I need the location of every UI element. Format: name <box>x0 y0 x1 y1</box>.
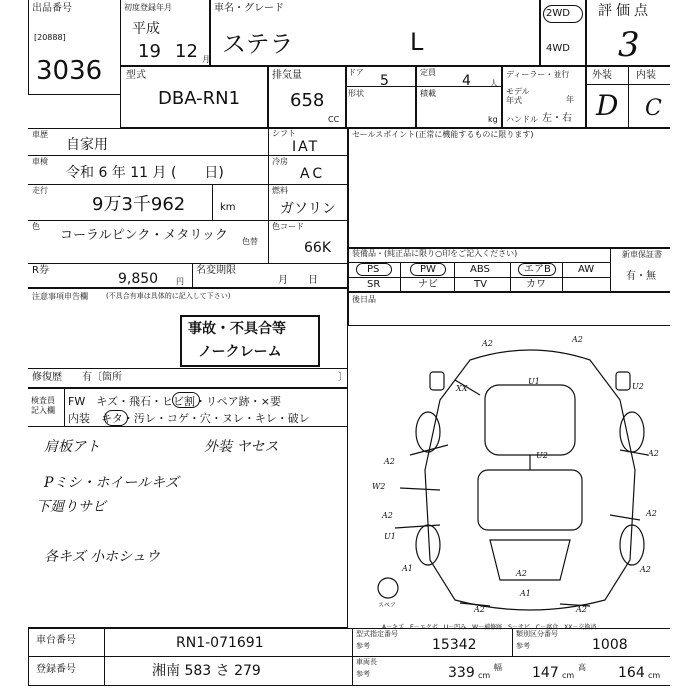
dealer-label: ディーラー・並行 <box>506 70 570 79</box>
handle: 左・右 <box>542 113 572 124</box>
length: 339 <box>448 665 475 681</box>
color: コーラルピンク・メタリック <box>60 228 228 243</box>
damage-mark: U1 <box>384 532 396 541</box>
repair: 有〔箇所 <box>82 372 122 383</box>
damage-mark: A2 <box>640 565 651 574</box>
grade: L <box>410 28 424 56</box>
capacity-label: 定員 <box>420 68 436 77</box>
plate: 湘南 583 さ 279 <box>152 663 261 679</box>
recycle-label: R券 <box>32 265 49 276</box>
load-unit: kg <box>488 115 498 124</box>
width-unit: cm <box>562 671 575 680</box>
drive-4wd: 4WD <box>546 43 570 54</box>
inspection: 令和 6 年 11 月 ( 日) <box>66 165 224 181</box>
warranty: 有・無 <box>626 271 656 282</box>
score: 3 <box>618 25 640 65</box>
model-label: 型式 <box>126 70 146 81</box>
doors: 5 <box>380 73 389 89</box>
damage-mark: A1 <box>402 564 413 573</box>
height: 164 <box>618 665 645 681</box>
displacement-unit: CC <box>328 115 340 124</box>
inspector-row2: 内装 キタ・汚レ・コゲ・穴・ヌレ・キレ・破レ <box>68 412 310 425</box>
first-registration-label: 初度登録年月 <box>124 3 172 12</box>
height-label: 高 <box>578 663 586 672</box>
color-label: 色 <box>32 222 40 231</box>
damage-mark: W2 <box>372 482 386 491</box>
damage-mark: A2 <box>576 605 587 614</box>
damage-mark: A2 <box>516 569 527 578</box>
category-label: 類別区分番号 <box>516 630 558 638</box>
damage-mark: U1 <box>528 377 540 386</box>
equip-tv: TV <box>474 279 487 290</box>
model-spec-ref: 参考 <box>356 642 370 650</box>
mileage-label: 走行 <box>32 186 48 195</box>
model-year-unit: 年 <box>566 95 574 104</box>
notes-sub: (不具合有車は具体的に記入して下さい) <box>106 292 231 300</box>
damage-mark: A2 <box>382 511 393 520</box>
spare-label: スペア <box>378 602 397 609</box>
damage-mark: A2 <box>384 457 395 466</box>
rear-items-label: 後日品 <box>352 295 376 304</box>
category: 1008 <box>592 637 628 653</box>
capacity-unit: 人 <box>490 79 498 88</box>
color-code-label: 色コード <box>272 222 304 231</box>
stamp-line1: 事故・不具合等 <box>188 321 286 337</box>
damage-mark: U2 <box>632 382 644 391</box>
handle-label: ハンドル <box>506 115 538 124</box>
plate-label: 登録番号 <box>36 664 76 675</box>
hw-note-4: 下廻りサビ <box>36 499 106 515</box>
name-grade-label: 車名・グレード <box>214 3 284 14</box>
reg-year: 19 <box>138 41 161 62</box>
model-spec: 15342 <box>432 637 477 653</box>
stamp-line2: ノークレーム <box>198 344 282 360</box>
hw-note-5: 各キズ 小ホシュウ <box>44 549 160 565</box>
damage-mark: A2 <box>646 509 657 518</box>
model-year-label: モデル 年式 <box>506 87 530 105</box>
reg-month: 12 <box>175 41 198 62</box>
lot-number: 3036 <box>36 56 103 86</box>
inspection-label: 車検 <box>32 157 48 166</box>
width-label: 幅 <box>494 663 502 672</box>
equipment-label: 装備品・(純正品に限り○印をご記入ください) <box>352 249 518 258</box>
shift: IAT <box>292 139 320 155</box>
reg-month-unit: 月 <box>202 55 210 64</box>
length-unit: cm <box>478 671 491 680</box>
repair-label: 修復歴 <box>32 372 62 383</box>
exterior-grade: D <box>596 89 619 122</box>
height-unit: cm <box>648 671 661 680</box>
ac-label: 冷房 <box>272 157 288 166</box>
hw-note-2: 外装 ヤセス <box>204 439 279 455</box>
ac: AC <box>300 166 326 182</box>
score-label: 評価点 <box>598 3 652 19</box>
lot-label: 出品番号 <box>32 3 72 14</box>
hw-note-3: Pミシ・ホイールキズ <box>44 475 179 491</box>
damage-mark: A2 <box>474 605 485 614</box>
lot-code: [20888] <box>34 33 66 42</box>
damage-mark: A1 <box>520 589 531 598</box>
shift-label: シフト <box>272 129 296 138</box>
width: 147 <box>532 665 559 681</box>
recycle-unit: 円 <box>176 277 184 286</box>
selling-points-label: セールスポイント(正常に機能するものに限ります) <box>352 130 534 139</box>
capacity: 4 <box>462 73 471 89</box>
damage-legend: A－キズ E－エクボ U－凹み W－補修跡 S－サビ C－腐食 XX－交換済 <box>382 624 597 631</box>
hw-note-1: 肩板アト <box>44 439 100 455</box>
history: 自家用 <box>66 137 108 153</box>
mileage: 9万3千962 <box>92 194 186 215</box>
history-label: 車歴 <box>32 130 48 139</box>
damage-mark: U2 <box>536 451 548 460</box>
shape-label: 形状 <box>348 89 364 98</box>
drive-2wd: 2WD <box>546 8 570 19</box>
recycle: 9,850 <box>118 271 159 287</box>
fuel: ガソリン <box>280 201 336 217</box>
displacement: 658 <box>290 90 325 111</box>
car-name: ステラ <box>222 30 294 58</box>
equip-aw: AW <box>578 264 595 275</box>
equip-abs: ABS <box>470 264 490 275</box>
warranty-label: 新車保証書 <box>622 250 662 259</box>
doors-label: ドア <box>348 68 364 77</box>
category-ref: 参考 <box>516 642 530 650</box>
damage-mark: A2 <box>572 335 583 344</box>
interior-grade: C <box>645 96 662 121</box>
era: 平成 <box>132 21 160 37</box>
interior-label: 内装 <box>636 70 656 81</box>
equip-airbag: エアB <box>524 264 551 275</box>
equip-sr: SR <box>367 279 381 290</box>
exterior-label: 外装 <box>592 70 612 81</box>
chassis: RN1-071691 <box>176 635 264 651</box>
load-label: 積載 <box>420 89 436 98</box>
reg-expiry: 月 日 <box>278 275 318 286</box>
equip-pw: PW <box>420 264 436 275</box>
notes-label: 注意事項申告欄 <box>32 292 88 301</box>
model: DBA-RN1 <box>158 88 241 109</box>
mileage-unit: km <box>220 202 236 213</box>
damage-mark: XX <box>456 384 468 393</box>
fuel-label: 燃料 <box>272 186 288 195</box>
equip-leather: カワ <box>526 279 546 290</box>
color-change-label: 色替 <box>242 237 258 246</box>
equip-navi: ナビ <box>418 279 438 290</box>
damage-mark: A2 <box>648 449 659 458</box>
repair-close: 〕 <box>338 372 348 383</box>
reg-expiry-label: 名変期限 <box>196 265 236 276</box>
chassis-label: 車台番号 <box>36 635 76 646</box>
inspector-row1: FW キズ・飛石・ヒビ割・リペア跡・×要 <box>68 395 281 408</box>
inspector-label: 検査員 記入欄 <box>31 396 55 416</box>
length-ref: 参考 <box>356 670 370 678</box>
equip-ps: PS <box>367 264 380 275</box>
damage-mark: A2 <box>482 339 493 348</box>
length-label: 車両長 <box>356 658 377 666</box>
color-code: 66K <box>304 240 331 256</box>
model-spec-label: 型式指定番号 <box>356 630 398 638</box>
displacement-label: 排気量 <box>272 70 302 81</box>
